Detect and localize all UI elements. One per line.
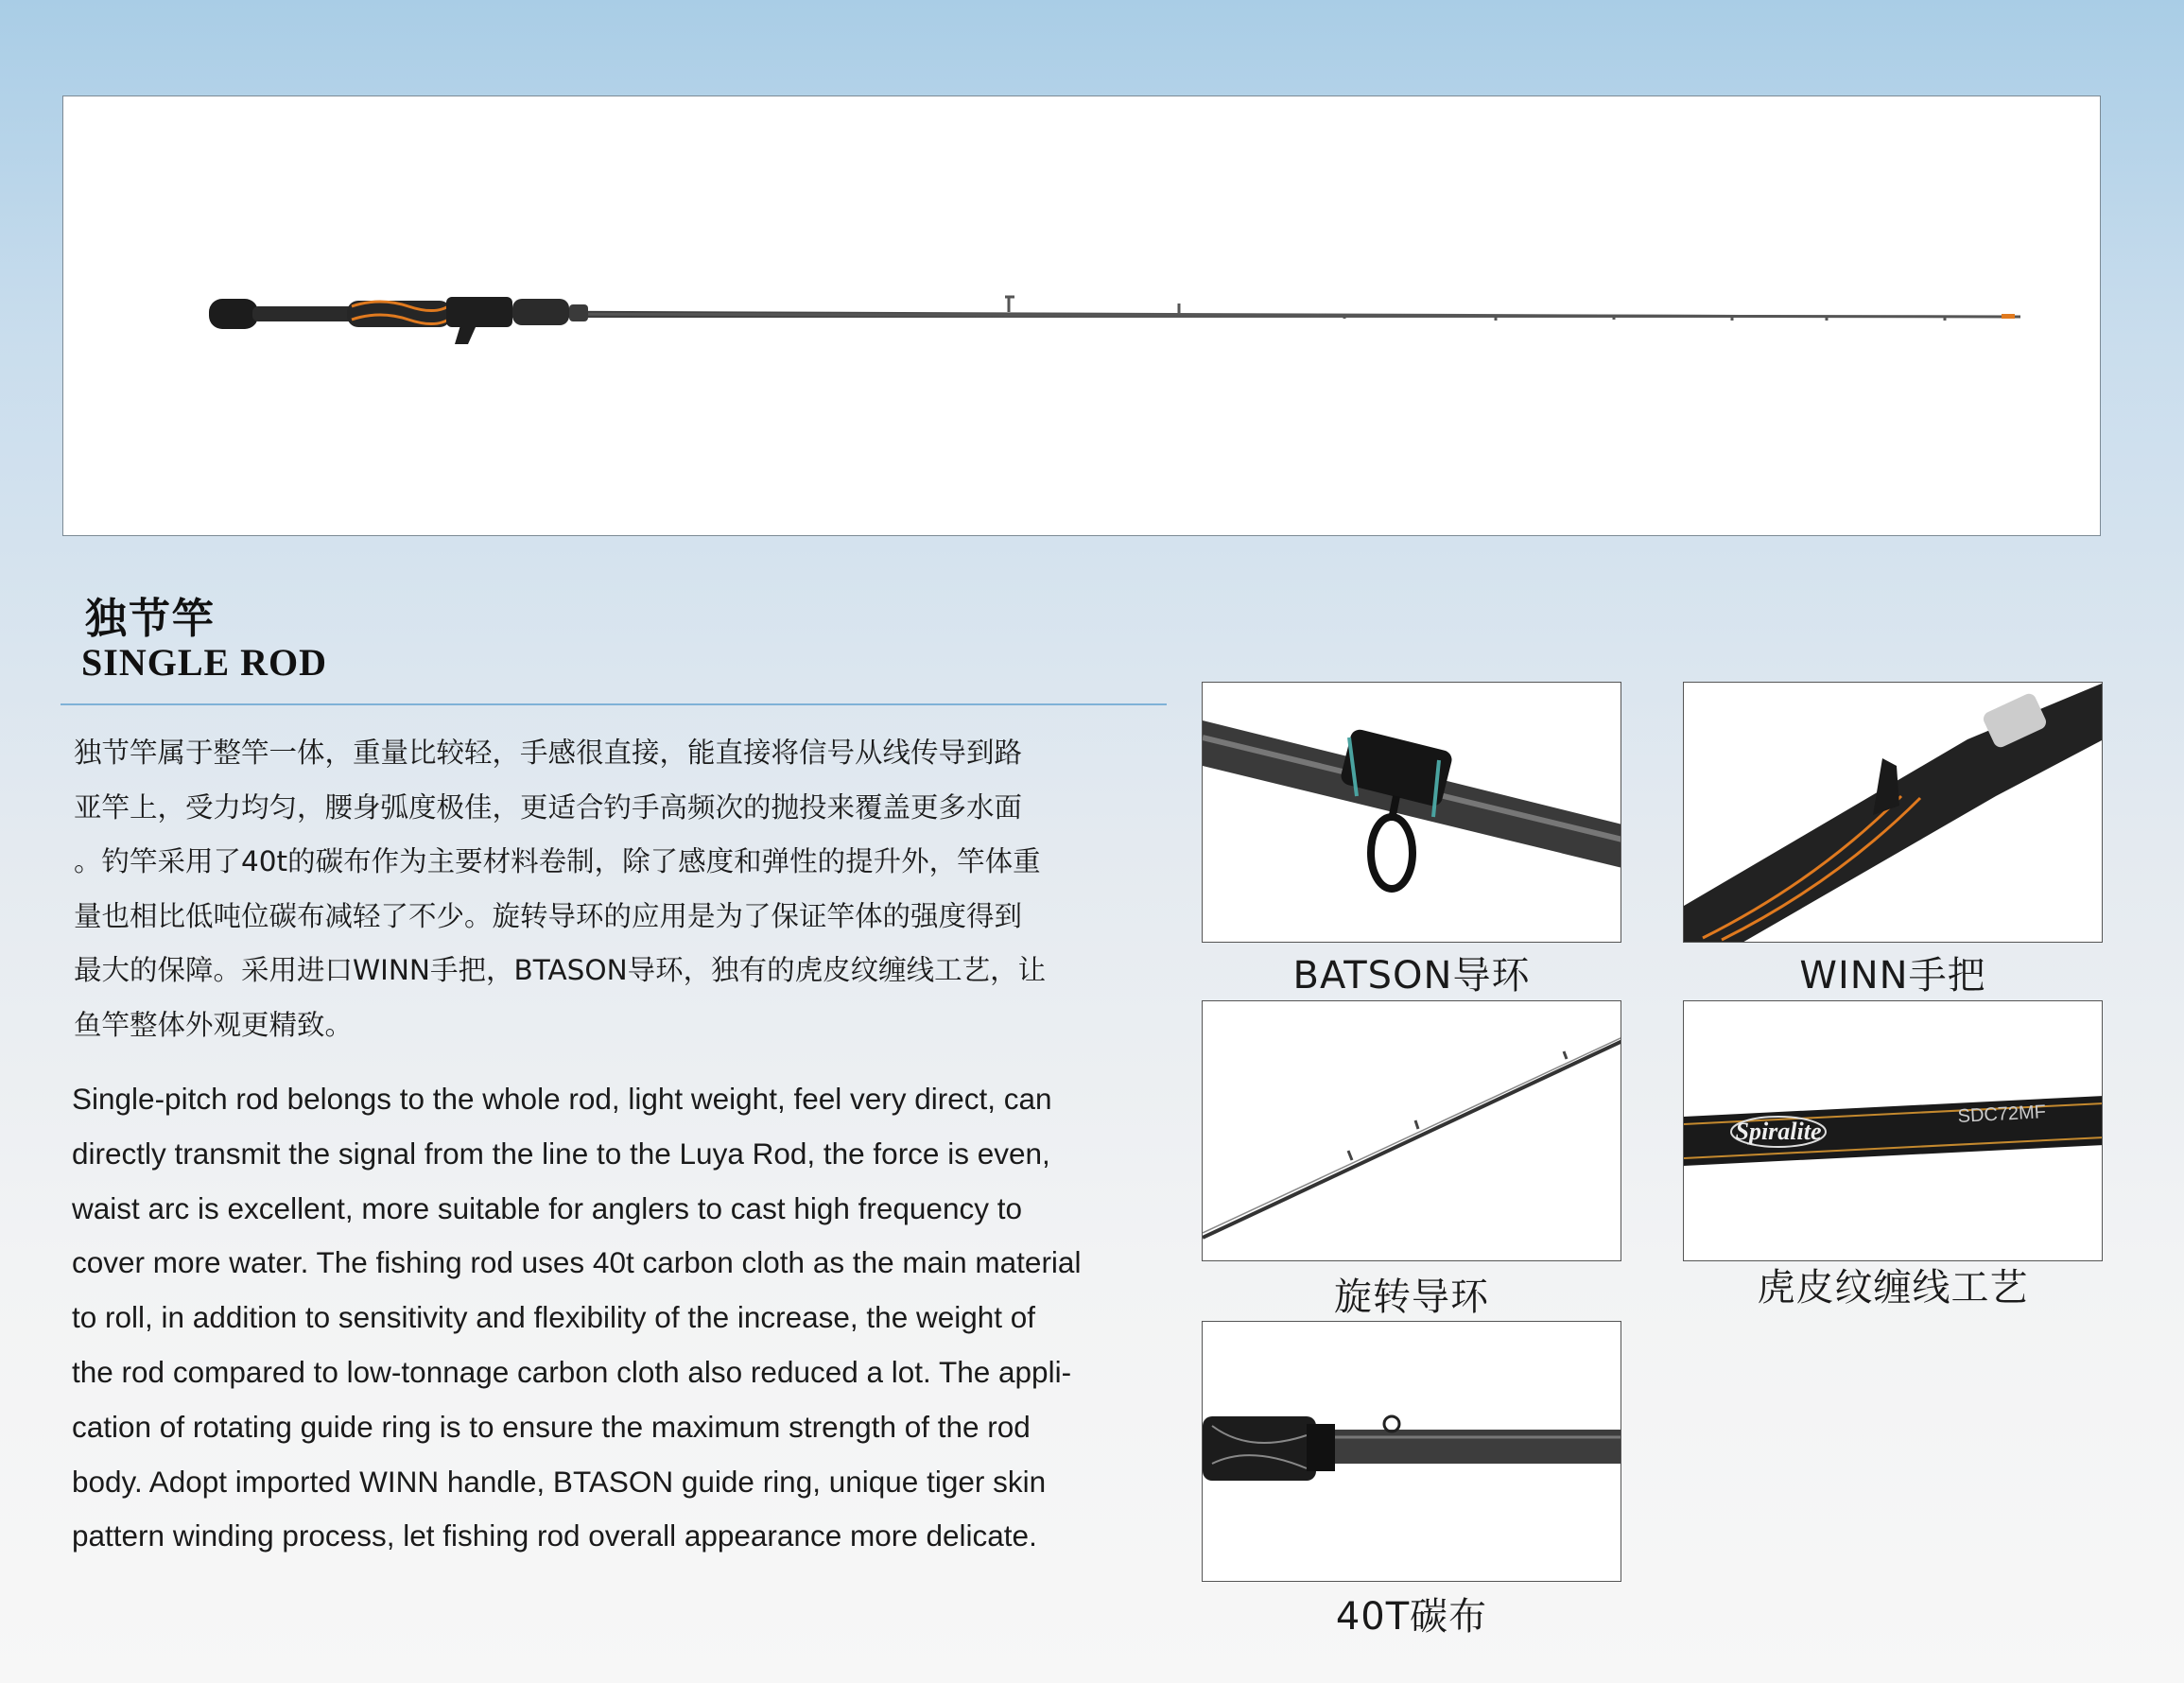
feature-caption-carbon-blank: 40T碳布 (1335, 1595, 1488, 1639)
description-zh-line: 亚竿上，受力均匀，腰身弧度极佳，更适合钓手高频次的抛投来覆盖更多水面 (74, 790, 1023, 824)
feature-image-batson-guide (1202, 682, 1621, 943)
feature-image-carbon-blank (1202, 1321, 1621, 1582)
description-zh-line: 独节竿属于整竿一体，重量比较轻，手感很直接，能直接将信号从线传导到路 (74, 737, 1023, 769)
feature-caption-winn-handle: WINN手把 (1799, 954, 1986, 998)
brand-logo-text: Spiralite (1735, 1118, 1822, 1145)
description-zh-line: 量也相比低吨位碳布减轻了不少。旋转导环的应用是为了保证竿体的强度得到 (74, 899, 1023, 932)
description-zh-line: 。钓竿采用了40t的碳布作为主要材料卷制，除了感度和弹性的提升外，竿体重 (74, 845, 1041, 877)
description-en-line: cover more water. The fishing rod uses 40t carbon cloth as the main material (72, 1245, 1082, 1280)
description-en-line: pattern winding process, let fishing rod overall appearance more delicate. (72, 1518, 1037, 1553)
section-title-zh: 独节竿 (85, 595, 216, 643)
description-zh-line: 最大的保障。采用进口WINN手把，BTASON导环，独有的虎皮纹缠线工艺，让 (74, 954, 1047, 986)
description-en-line: directly transmit the signal from the line to the Luya Rod, the force is even, (72, 1136, 1050, 1171)
description-en-line: waist arc is excellent, more suitable for anglers to cast high frequency to (72, 1190, 1022, 1225)
section-title-en: SINGLE ROD (81, 641, 328, 684)
description-zh (74, 726, 1170, 1052)
hero-rod-image (62, 95, 2101, 536)
description-en-line: the rod compared to low-tonnage carbon cloth also reduced a lot. The appli- (72, 1354, 1072, 1389)
description-en-line: to roll, in addition to sensitivity and flexibility of the increase, the weight of (72, 1300, 1036, 1335)
carbon-blank-icon (1203, 1322, 1621, 1582)
section-divider (61, 703, 1167, 705)
description-en-line: body. Adopt imported WINN handle, BTASON guide ring, unique tiger skin (72, 1464, 1047, 1499)
feature-caption-batson-guide: BATSON导环 (1292, 954, 1531, 998)
description-en-line: Single-pitch rod belongs to the whole rod, light weight, feel very direct, can (72, 1082, 1052, 1116)
description-en (72, 1072, 1187, 1564)
feature-caption-rotating-guides: 旋转导环 (1334, 1275, 1489, 1319)
tiger-pattern-wrap-icon (1684, 1001, 2103, 1261)
handle-icon (1684, 683, 2103, 943)
feature-image-rotating-guides (1202, 1000, 1621, 1261)
feature-image-tiger-wrap (1683, 1000, 2103, 1261)
guide-ring-icon (1203, 683, 1621, 943)
description-en-line: cation of rotating guide ring is to ensure the maximum strength of the rod (72, 1409, 1031, 1444)
model-text: SDC72MF (1957, 1102, 2047, 1127)
rotating-guides-icon (1203, 1001, 1621, 1261)
feature-caption-tiger-wrap: 虎皮纹缠线工艺 (1757, 1266, 2029, 1310)
fishing-rod-icon (63, 96, 2102, 537)
feature-image-winn-handle (1683, 682, 2103, 943)
description-zh-line: 鱼竿整体外观更精致。 (74, 1008, 354, 1041)
